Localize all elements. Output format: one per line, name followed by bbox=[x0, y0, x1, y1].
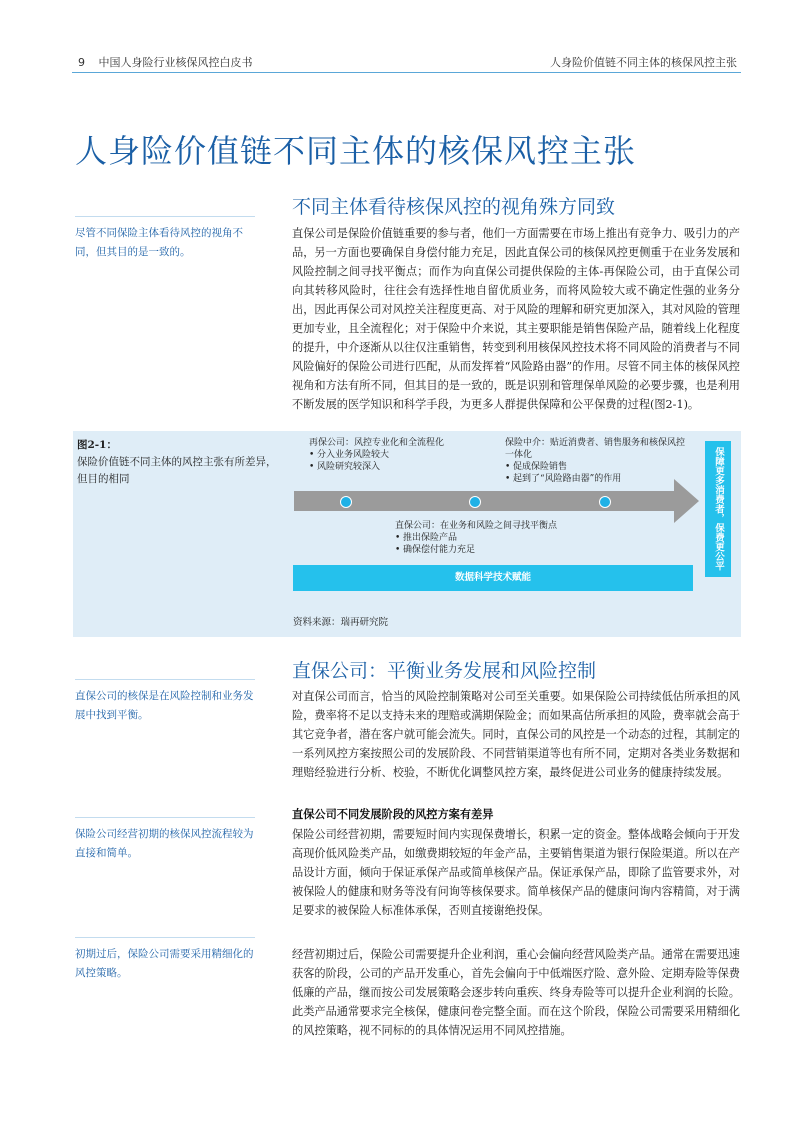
figure-caption bbox=[77, 437, 277, 488]
value-chain-arrow bbox=[294, 479, 699, 523]
intermediary-block bbox=[505, 437, 685, 485]
reinsurer-title: 再保公司：风控专业化和全流程化 bbox=[309, 438, 445, 448]
reinsurer-node bbox=[340, 496, 352, 508]
section2-body1: 对直保公司而言，恰当的风险控制策略对公司至关重要。如果保险公司持续低估所承担的风险，费率将不足以支持未来的理赔或满期保险金；而如果高估所承担的风险，费率就会高于其它竞争者，潜在客户就可能会流失。同时，直保公司的风控是一个动态的过程，其制定的一系列风控方案按照公司的发展阶段、不同营销渠道等也有所不同，定期对各类业务数据和理赔经验进行分析、校验，不断优化调整风控方案，最终促进公司业务的健康持续发展。 bbox=[292, 690, 740, 779]
sidenote-rule bbox=[75, 937, 255, 938]
sidenote-rule bbox=[75, 679, 255, 680]
intermediary-title: 保险中介：贴近消费者、销售服务和核保风控一体化 bbox=[505, 438, 686, 460]
section1-sidenote-text: 尽管不同保险主体看待风控的视角不同，但其目的是一致的。 bbox=[75, 227, 243, 258]
header-rule bbox=[72, 72, 741, 73]
page-title: 人身险价值链不同主体的核保风控主张 bbox=[75, 132, 637, 170]
running-header-right: 人身险价值链不同主体的核保风控主张 bbox=[550, 56, 737, 69]
section2-sidenote3-text: 初期过后，保险公司需要采用精细化的风控策略。 bbox=[75, 948, 254, 979]
intermediary-bullet: • 促成保险销售 bbox=[505, 461, 685, 473]
section2-heading: 直保公司：平衡业务发展和风险控制 bbox=[292, 660, 597, 682]
figure-source: 资料来源：瑞再研究院 bbox=[293, 617, 389, 628]
figure-2-1 bbox=[73, 431, 741, 637]
intermediary-node bbox=[599, 496, 611, 508]
figure-caption-text: 保险价值链不同主体的风控主张有所差异，但目的相同 bbox=[77, 456, 277, 485]
section1-heading: 不同主体看待核保风控的视角殊方同致 bbox=[292, 196, 616, 218]
section2-sidenote1-text: 直保公司的核保是在风险控制和业务发展中找到平衡。 bbox=[75, 690, 254, 721]
arrow-shape bbox=[294, 479, 699, 523]
data-science-bar: 数据科学技术赋能 bbox=[293, 565, 693, 591]
direct-insurer-bullet: • 确保偿付能力充足 bbox=[395, 544, 605, 556]
running-header-left bbox=[78, 54, 253, 70]
section2-body3: 经营初期过后，保险公司需要提升企业利润，重心会偏向经营风险类产品。通常在需要迅速获客的阶段，公司的产品开发重心，首先会偏向于中低端医疗险、意外险、定期寿险等保费低廉的产品，继而按公司发展策略会逐步转向重疾、终身寿险等可以提升企业利润的长险。此类产品通常要求完全核保，健康问卷完整全面。而在这个阶段，保险公司需要采用精细化的风控策略，视不同标的的具体情况运用不同风控措施。 bbox=[292, 948, 740, 1037]
section1-body: 直保公司是保险价值链重要的参与者，他们一方面需要在市场上推出有竞争力、吸引力的产品，另一方面也要确保自身偿付能力充足，因此直保公司的核保风控更侧重于在业务发展和风险控制之间寻找平衡点；而作为向直保公司提供保险的主体-再保险公司，由于直保公司向其转移风险时，往往会有选择性地自留优质业务，而将风险较大或不确定性强的业务分出，因此再保公司对风控关注程度更高、对于风险的理解和研究更加深入，其对风险的管理更加专业，且全流程化；对于保险中介来说，其主要职能是销售保险产品，随着线上化程度的提升，中介逐渐从以往仅注重销售，转变到利用核保风控技术将不同风险的消费者与不同风险偏好的保险公司进行匹配，从而发挥着“风险路由器”的作用。尽管不同主体的核保风控视角和方法有所不同，但其目的是一致的，既是识别和管理保单风险的必要步骤，也是利用不断发展的医学知识和科学手段，为更多人群提供保障和公平保费的过程(图2-1)。 bbox=[292, 227, 740, 411]
reinsurer-block bbox=[309, 437, 509, 473]
outcome-vertical-bar: 保障更多消费者，保费更公平 bbox=[705, 441, 731, 577]
document-title: 中国人身险行业核保风控白皮书 bbox=[98, 56, 253, 69]
direct-insurer-bullet: • 推出保险产品 bbox=[395, 532, 605, 544]
reinsurer-bullet: • 风险研究较深入 bbox=[309, 461, 509, 473]
section2-sidenote3 bbox=[75, 945, 255, 983]
section2-sidenote1 bbox=[75, 687, 255, 725]
section2-sidenote2 bbox=[75, 825, 255, 863]
figure-number: 图2-1： bbox=[77, 439, 117, 451]
section2-body2: 保险公司经营初期，需要短时间内实现保费增长，积累一定的资金。整体战略会倾向于开发高现价低风险类产品，如缴费期较短的年金产品，主要销售渠道为银行保险渠道。所以在产品设计方面，倾向于保证承保产品或简单核保产品。保证承保产品，即除了监管要求外，对被保险人的健康和财务等没有问询等核保要求。简单核保产品的健康问询内容精简，对于满足要求的被保险人标准体承保，否则直接谢绝投保。 bbox=[292, 828, 740, 917]
page-number: 9 bbox=[78, 56, 85, 69]
section2-subheading: 直保公司不同发展阶段的风控方案有差异 bbox=[292, 807, 494, 821]
direct-insurer-node bbox=[469, 496, 481, 508]
sidenote-rule bbox=[75, 216, 255, 217]
direct-insurer-block bbox=[395, 520, 605, 556]
reinsurer-bullet: • 分入业务风险较大 bbox=[309, 449, 509, 461]
sidenote-rule bbox=[75, 817, 255, 818]
direct-insurer-title: 直保公司：在业务和风险之间寻找平衡点 bbox=[395, 521, 558, 531]
section1-sidenote bbox=[75, 224, 255, 262]
intermediary-bullet: • 起到了“风险路由器”的作用 bbox=[505, 473, 685, 485]
section2-sidenote2-text: 保险公司经营初期的核保风控流程较为直接和简单。 bbox=[75, 828, 254, 859]
